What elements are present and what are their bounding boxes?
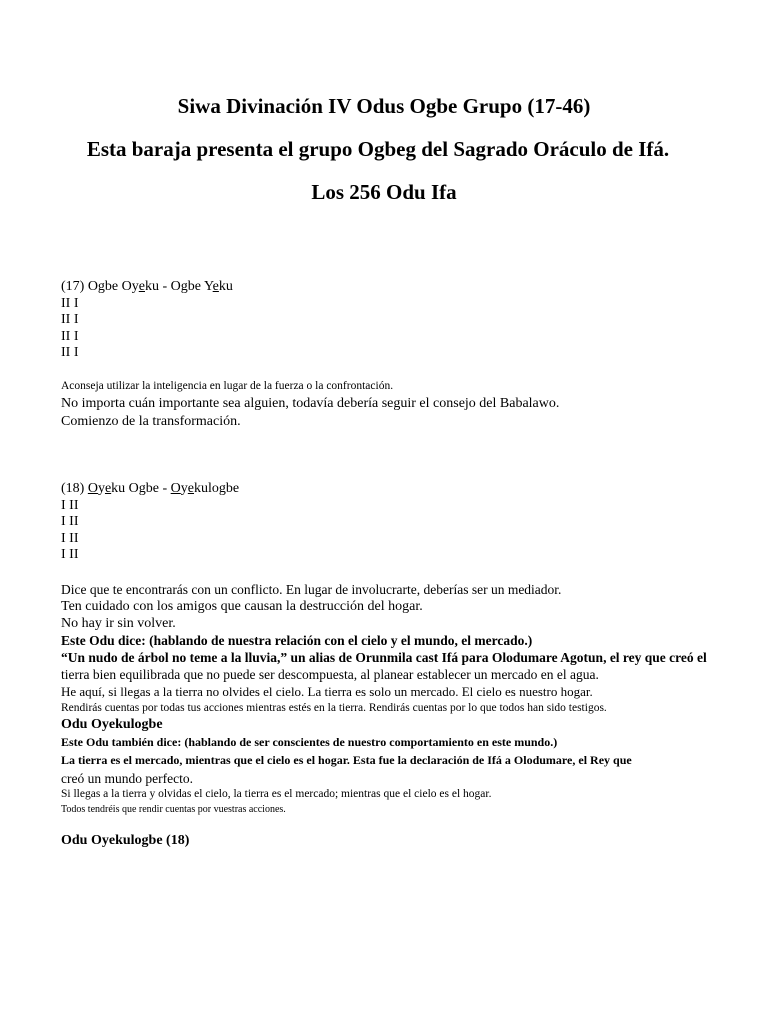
odu-18-paragraph: Dice que te encontrarás con un conflicto. En lugar de involucrarte, deberías ser un mediador. xyxy=(61,582,562,597)
odu-17-mark: II I xyxy=(61,312,79,327)
odu-18-tiny-paragraph: Todos tendréis que rendir cuentas por vuestras acciones. xyxy=(61,804,286,815)
odu-17-mark: II I xyxy=(61,345,79,360)
document-title: Siwa Divinación IV Odus Ogbe Grupo (17-46) xyxy=(177,94,591,118)
odu-18-footer-heading: Odu Oyekulogbe (18) xyxy=(61,833,190,848)
odu-18-paragraph: creó un mundo perfecto. xyxy=(61,771,193,786)
odu-17-line: Comienzo de la transformación. xyxy=(61,414,241,429)
odu-18-paragraph: He aquí, si llegas a la tierra no olvides el cielo. La tierra es solo un mercado. El cielo es nuestro hogar. xyxy=(61,684,593,699)
odu-18-mark: I II xyxy=(61,514,79,529)
odu-18-paragraph: tierra bien equilibrada que no puede ser descompuesta, al planear establecer un mercado en el agua. xyxy=(61,667,599,682)
odu-18-small-paragraph: Rendirás cuentas por todas tus acciones mientras estés en la tierra. Rendirás cuentas por lo que todos han sido testigos. xyxy=(61,702,607,714)
odu-18-mark: I II xyxy=(61,530,79,546)
odu-17-mark: II I xyxy=(61,328,79,344)
odu-18-small-paragraph: Si llegas a la tierra y olvidas el cielo, la tierra es el mercado; mientras que el cielo es el hogar. xyxy=(61,788,492,800)
odu-17-advice-small: Aconseja utilizar la inteligencia en lugar de la fuerza o la confrontación. xyxy=(61,380,394,392)
odu-17-mark: II I xyxy=(61,295,79,311)
odu-18-bold-paragraph: Este Odu dice: (hablando de nuestra relación con el cielo y el mundo, el mercado.) xyxy=(61,633,533,648)
odu-18-mark: I II xyxy=(61,497,79,513)
odu-18-body xyxy=(61,581,768,818)
odu-17-section xyxy=(61,279,768,362)
odu-17-heading: (17) Ogbe Oyeku - Ogbe Yeku xyxy=(61,279,233,294)
document-subheading: Los 256 Odu Ifa xyxy=(311,180,457,204)
odu-18-paragraph: No hay ir sin volver. xyxy=(61,616,176,631)
odu-17-advice xyxy=(61,378,768,431)
odu-18-bold-paragraph: “Un nudo de árbol no teme a la lluvia,” un alias de Orunmila cast Ifá para Olodumare Agotun, el rey que creó el xyxy=(61,650,707,665)
odu-18-bold-small: Este Odu también dice: (hablando de ser conscientes de nuestro comportamiento en este mundo.) xyxy=(61,735,558,749)
odu-17-line: No importa cuán importante sea alguien, todavía debería seguir el consejo del Babalawo. xyxy=(61,396,560,411)
odu-18-heading: (18) Oyeku Ogbe - Oyekulogbe xyxy=(61,481,240,496)
document-subtitle: Esta baraja presenta el grupo Ogbeg del Sagrado Oráculo de Ifá. xyxy=(86,137,670,161)
odu-18-section xyxy=(61,481,768,564)
odu-18-mark: I II xyxy=(61,547,79,562)
odu-18-paragraph: Ten cuidado con los amigos que causan la destrucción del hogar. xyxy=(61,599,423,614)
odu-18-footer xyxy=(61,832,768,850)
odu-18-subheading: Odu Oyekulogbe xyxy=(61,717,163,732)
odu-18-bold-small: La tierra es el mercado, mientras que el cielo es el hogar. Esta fue la declaración de Ifá a Olodumare, el Rey que xyxy=(61,753,632,767)
